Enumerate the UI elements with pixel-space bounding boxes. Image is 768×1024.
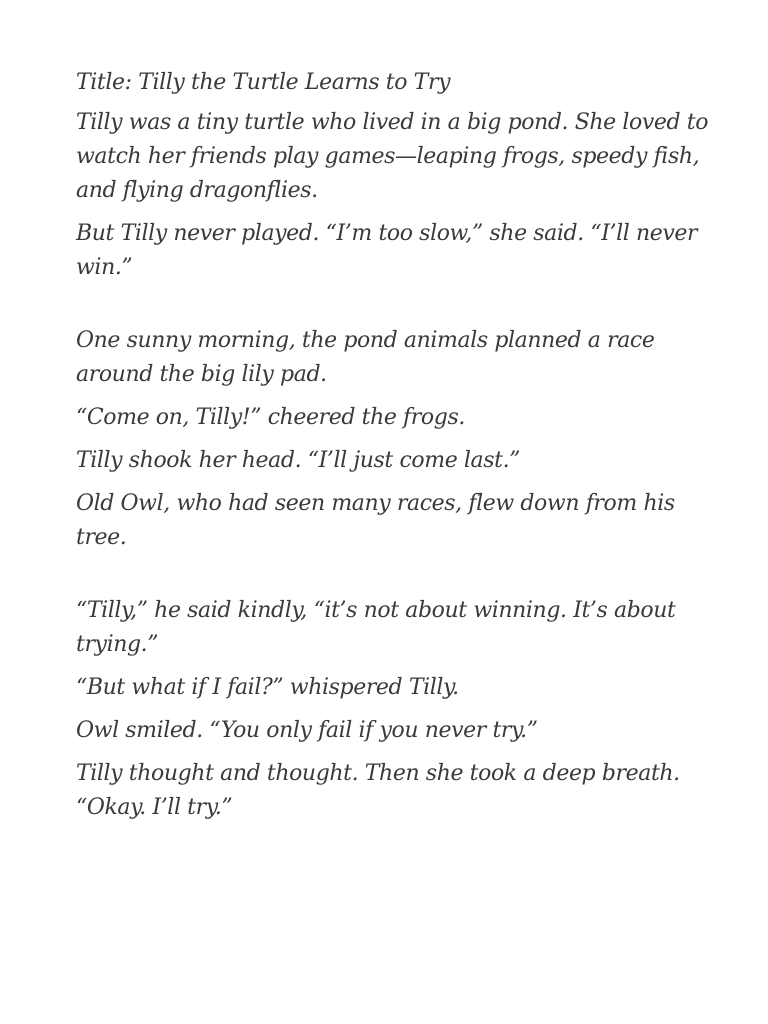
paragraph: “But what if I fail?” whispered Tilly. bbox=[76, 675, 459, 700]
paragraph: But Tilly never played. “I’m too slow,” she said. “I’ll never win.” bbox=[76, 221, 698, 280]
paragraph: Tilly was a tiny turtle who lived in a big pond. She loved to watch her friends play games—leaping frogs, speedy fish, and flying dragonflies. bbox=[76, 110, 709, 203]
paragraph: Tilly shook her head. “I’ll just come last.” bbox=[76, 448, 521, 473]
section-divider bbox=[76, 294, 716, 324]
paragraph: “Tilly,” he said kindly, “it’s not about winning. It’s about trying.” bbox=[76, 598, 676, 657]
story-section-3 bbox=[76, 594, 716, 825]
paragraph: Owl smiled. “You only fail if you never try.” bbox=[76, 718, 538, 743]
paragraph: Tilly thought and thought. Then she took a deep breath. “Okay. I’ll try.” bbox=[76, 761, 680, 820]
story-page bbox=[76, 66, 716, 834]
paragraph: “Come on, Tilly!” cheered the frogs. bbox=[76, 405, 465, 430]
paragraph: One sunny morning, the pond animals planned a race around the big lily pad. bbox=[76, 328, 655, 387]
story-section-2 bbox=[76, 324, 716, 555]
section-divider bbox=[76, 564, 716, 594]
story-section-1 bbox=[76, 106, 716, 285]
story-title: Title: Tilly the Turtle Learns to Try bbox=[76, 70, 451, 95]
paragraph: Old Owl, who had seen many races, flew down from his tree. bbox=[76, 491, 675, 550]
